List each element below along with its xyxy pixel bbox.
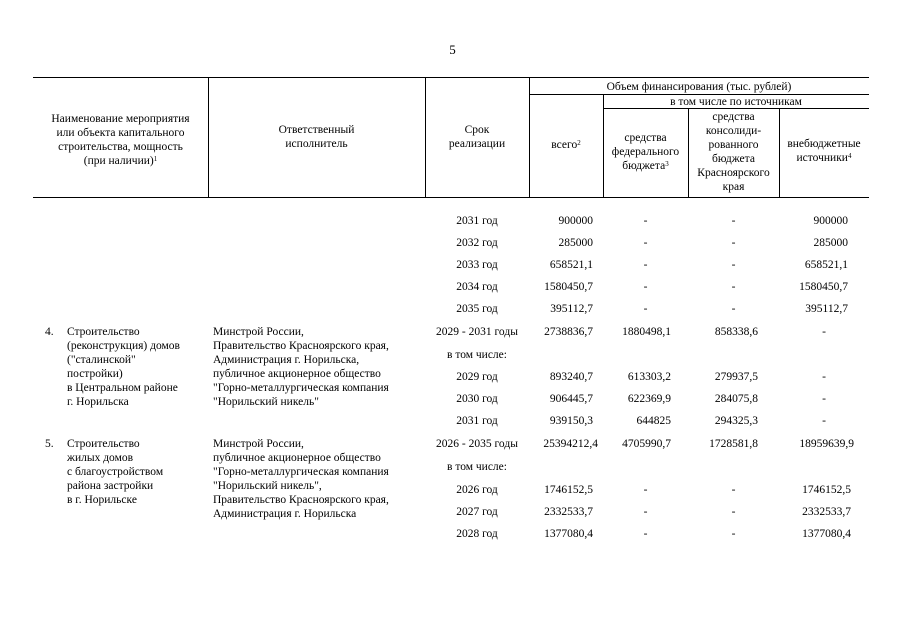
col-divider-3 — [529, 77, 530, 197]
header-exec-line: Ответственный — [278, 124, 355, 136]
cell-total: 893240,7 — [549, 371, 593, 383]
header-name-line-last: (при наличии)$^1$ — [83, 155, 158, 167]
cell-total: 1580450,7 — [544, 281, 593, 293]
item-name-line: в Центральном районе — [67, 382, 178, 394]
item-exec-line: Правительство Красноярского края, — [213, 494, 389, 506]
header-extra-cell — [779, 137, 869, 165]
header-regional-line: бюджета — [712, 153, 755, 165]
cell-extra: - — [822, 415, 826, 427]
cell-regional: - — [731, 215, 736, 227]
header-name-line: Наименование мероприятия — [51, 113, 190, 125]
cell-total: 395112,7 — [550, 303, 593, 315]
item-exec-line: публичное акционерное общество — [213, 368, 381, 380]
cell-extra: 1377080,4 — [802, 528, 851, 540]
header-term-cell — [425, 123, 529, 151]
header-bottom-border — [33, 197, 869, 198]
cell-federal: - — [643, 484, 648, 496]
item-name-line: Строительство — [67, 326, 140, 338]
header-total: всего$^2$ — [551, 139, 581, 151]
cell-term: 2032 год — [456, 237, 498, 249]
cell-total: 658521,1 — [549, 259, 593, 271]
cell-federal: - — [643, 506, 648, 518]
cell-regional: - — [731, 484, 736, 496]
cell-federal: - — [643, 215, 648, 227]
cell-regional: - — [731, 528, 736, 540]
item-exec-line: "Горно-металлургическая компания — [213, 382, 389, 394]
cell-regional: - — [731, 259, 736, 271]
item-exec-line: Минстрой России, — [213, 438, 304, 450]
cell-term: 2026 год — [456, 484, 498, 496]
cell-term: 2031 год — [456, 215, 498, 227]
cell-federal: - — [643, 281, 648, 293]
header-term-line: Срок — [464, 124, 490, 136]
cell-federal: - — [643, 303, 648, 315]
footnote-4: 4 — [847, 152, 852, 160]
header-regional-line: рованного — [708, 139, 759, 151]
cell-term: 2029 - 2031 годы — [436, 326, 518, 338]
cell-term: 2033 год — [456, 259, 498, 271]
header-incl-sources: в том числе по источникам — [670, 96, 802, 108]
cell-federal: 1880498,1 — [622, 326, 671, 338]
item-name-line: района застройки — [67, 480, 154, 492]
header-exec-line: исполнитель — [285, 138, 348, 150]
footnote-2: 2 — [577, 139, 581, 147]
item-number: 4. — [45, 326, 54, 338]
cell-extra: 395112,7 — [805, 303, 848, 315]
item-exec-line: Администрация г. Норильска, — [213, 354, 360, 366]
item-executor — [213, 437, 389, 521]
item-exec-line: Минстрой России, — [213, 326, 304, 338]
item-exec-line: "Норильский никель", — [213, 480, 322, 492]
cell-term: в том числе: — [447, 349, 507, 361]
cell-total: 939150,3 — [549, 415, 593, 427]
header-regional-line: края — [722, 181, 745, 193]
cell-extra: 285000 — [813, 237, 848, 249]
item-name-line: постройки) — [67, 368, 123, 380]
header-extra-line-last: источники$^4$ — [796, 152, 852, 164]
cell-term: 2035 год — [456, 303, 498, 315]
cell-total: 2332533,7 — [544, 506, 593, 518]
cell-extra: 1746152,5 — [802, 484, 851, 496]
header-name-line: строительства, мощность — [58, 141, 183, 153]
cell-term: 2027 год — [456, 506, 498, 518]
cell-extra: - — [822, 393, 826, 405]
item-name-line: ("сталинской" — [67, 354, 136, 366]
cell-regional: 858338,6 — [714, 326, 758, 338]
table-top-border — [33, 77, 869, 78]
cell-federal: - — [643, 528, 648, 540]
cell-total: 900000 — [558, 215, 593, 227]
cell-regional: - — [731, 303, 736, 315]
cell-regional: 279937,5 — [714, 371, 758, 383]
item-exec-line: "Норильский никель" — [213, 396, 319, 408]
cell-term: 2034 год — [456, 281, 498, 293]
item-exec-line: "Горно-металлургическая компания — [213, 466, 389, 478]
footnote-3: 3 — [665, 160, 669, 168]
cell-regional: - — [731, 281, 736, 293]
cell-extra: - — [822, 371, 826, 383]
header-name-line: или объекта капитального — [56, 127, 185, 139]
header-regional-line: средства — [712, 111, 755, 123]
header-federal-cell — [603, 131, 688, 173]
cell-federal: - — [643, 237, 648, 249]
cell-term: 2026 - 2035 годы — [436, 438, 518, 450]
header-exec-cell — [208, 123, 425, 151]
item-name-line: Строительство — [67, 438, 140, 450]
cell-federal: 4705990,7 — [622, 438, 671, 450]
header-federal-line: средства — [624, 132, 667, 144]
header-term-line: реализации — [448, 138, 506, 150]
item-name-line: г. Норильска — [67, 396, 129, 408]
cell-extra: - — [822, 326, 826, 338]
item-name-line: с благоустройством — [67, 466, 164, 478]
item-number: 5. — [45, 438, 54, 450]
item-name — [67, 437, 163, 507]
cell-extra: 2332533,7 — [802, 506, 851, 518]
cell-regional: - — [731, 506, 736, 518]
item-exec-line: Правительство Красноярского края, — [213, 340, 389, 352]
header-federal-line: федерального — [611, 146, 680, 158]
item-executor — [213, 325, 389, 409]
cell-total: 25394212,4 — [543, 438, 598, 450]
cell-federal: 622369,9 — [627, 393, 671, 405]
cell-total: 285000 — [558, 237, 593, 249]
cell-regional: 1728581,8 — [709, 438, 758, 450]
cell-extra: 18959639,9 — [799, 438, 854, 450]
item-name-line: в г. Норильске — [67, 494, 137, 506]
cell-term: 2028 год — [456, 528, 498, 540]
header-funding: Объем финансирования (тыс. рублей) — [606, 81, 792, 93]
cell-extra: 658521,1 — [804, 259, 848, 271]
header-regional-line: Красноярского — [697, 167, 770, 179]
cell-total: 906445,7 — [549, 393, 593, 405]
item-name — [67, 325, 180, 409]
cell-regional: - — [731, 237, 736, 249]
item-name-line: (реконструкция) домов — [67, 340, 180, 352]
cell-extra: 1580450,7 — [799, 281, 848, 293]
cell-term: 2030 год — [456, 393, 498, 405]
header-federal-line-last: бюджета$^3$ — [622, 160, 669, 172]
cell-regional: 284075,8 — [714, 393, 758, 405]
cell-federal: 613303,2 — [627, 371, 671, 383]
header-regional-line: консолиди- — [705, 125, 762, 137]
cell-federal: - — [643, 259, 648, 271]
item-exec-line: публичное акционерное общество — [213, 452, 381, 464]
cell-total: 1746152,5 — [544, 484, 593, 496]
cell-term: в том числе: — [447, 461, 507, 473]
header-extra-line: внебюджетные — [787, 138, 861, 150]
header-name-cell — [33, 112, 208, 168]
cell-total: 2738836,7 — [544, 326, 593, 338]
cell-extra: 900000 — [813, 215, 848, 227]
header-regional-cell — [688, 110, 779, 194]
cell-term: 2029 год — [456, 371, 498, 383]
footnote-1: 1 — [153, 155, 158, 163]
page-number: 5 — [449, 42, 456, 57]
cell-term: 2031 год — [456, 415, 498, 427]
item-exec-line: Администрация г. Норильска — [213, 508, 357, 520]
cell-regional: 294325,3 — [714, 415, 758, 427]
item-name-line: жилых домов — [67, 452, 134, 464]
cell-federal: 644825 — [636, 415, 671, 427]
cell-total: 1377080,4 — [544, 528, 593, 540]
